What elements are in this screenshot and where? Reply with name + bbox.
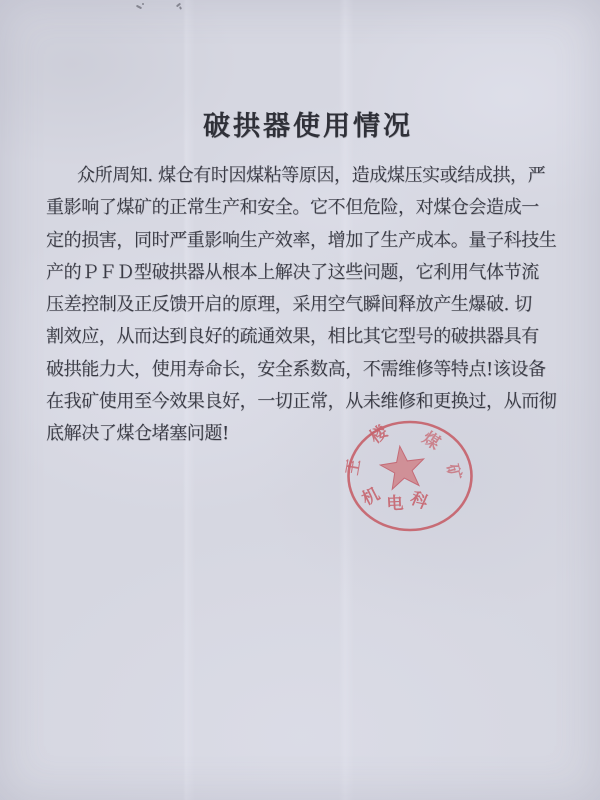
star-icon bbox=[380, 446, 423, 489]
stamp-top-char: 楼 bbox=[366, 421, 392, 449]
paragraph-line: 破拱能力大，使用寿命长，安全系数高，不需维修等特点!该设备 bbox=[46, 358, 546, 380]
paragraph-line: 重影响了煤矿的正常生产和安全。它不但危险，对煤仓会造成一 bbox=[46, 197, 539, 219]
paragraph-line: 底解决了煤仓堵塞问题! bbox=[46, 423, 229, 445]
stamp-bottom-char: 机 bbox=[358, 484, 384, 510]
paragraph-line: 在我矿使用至今效果良好，一切正常，从未维修和更换过，从而彻 bbox=[46, 391, 557, 413]
paragraph-line: 割效应，从而达到良好的疏通效果，相比其它型号的破拱器具有 bbox=[46, 326, 539, 348]
stamp-top-char: 煤 bbox=[418, 427, 444, 455]
scan-artifact bbox=[179, 6, 182, 10]
paragraph-line: 定的损害，同时严重影响生产效率，增加了生产成本。量子科技生 bbox=[46, 229, 557, 251]
paragraph-line: 产的ＰＦＤ型破拱器从根本上解决了这些问题，它利用气体节流 bbox=[46, 261, 539, 283]
paragraph-line: 众所周知. 煤仓有时因煤粘等原因，造成煤压实或结成拱，严 bbox=[77, 165, 546, 186]
stamp-bottom-char: 科 bbox=[407, 488, 431, 514]
scan-artifact bbox=[142, 3, 144, 5]
document-body bbox=[46, 160, 560, 451]
stamp-top-char: 王 bbox=[342, 457, 364, 477]
scan-artifact bbox=[136, 5, 142, 10]
official-seal-stamp bbox=[340, 412, 480, 542]
stamp-bottom-char: 电 bbox=[385, 493, 405, 515]
paragraph-line: 压差控制及正反馈开启的原理，采用空气瞬间释放产生爆破. 切 bbox=[46, 294, 532, 316]
stamp-top-char: 矿 bbox=[442, 461, 466, 483]
page-title: 破拱器使用情况 bbox=[203, 111, 413, 142]
